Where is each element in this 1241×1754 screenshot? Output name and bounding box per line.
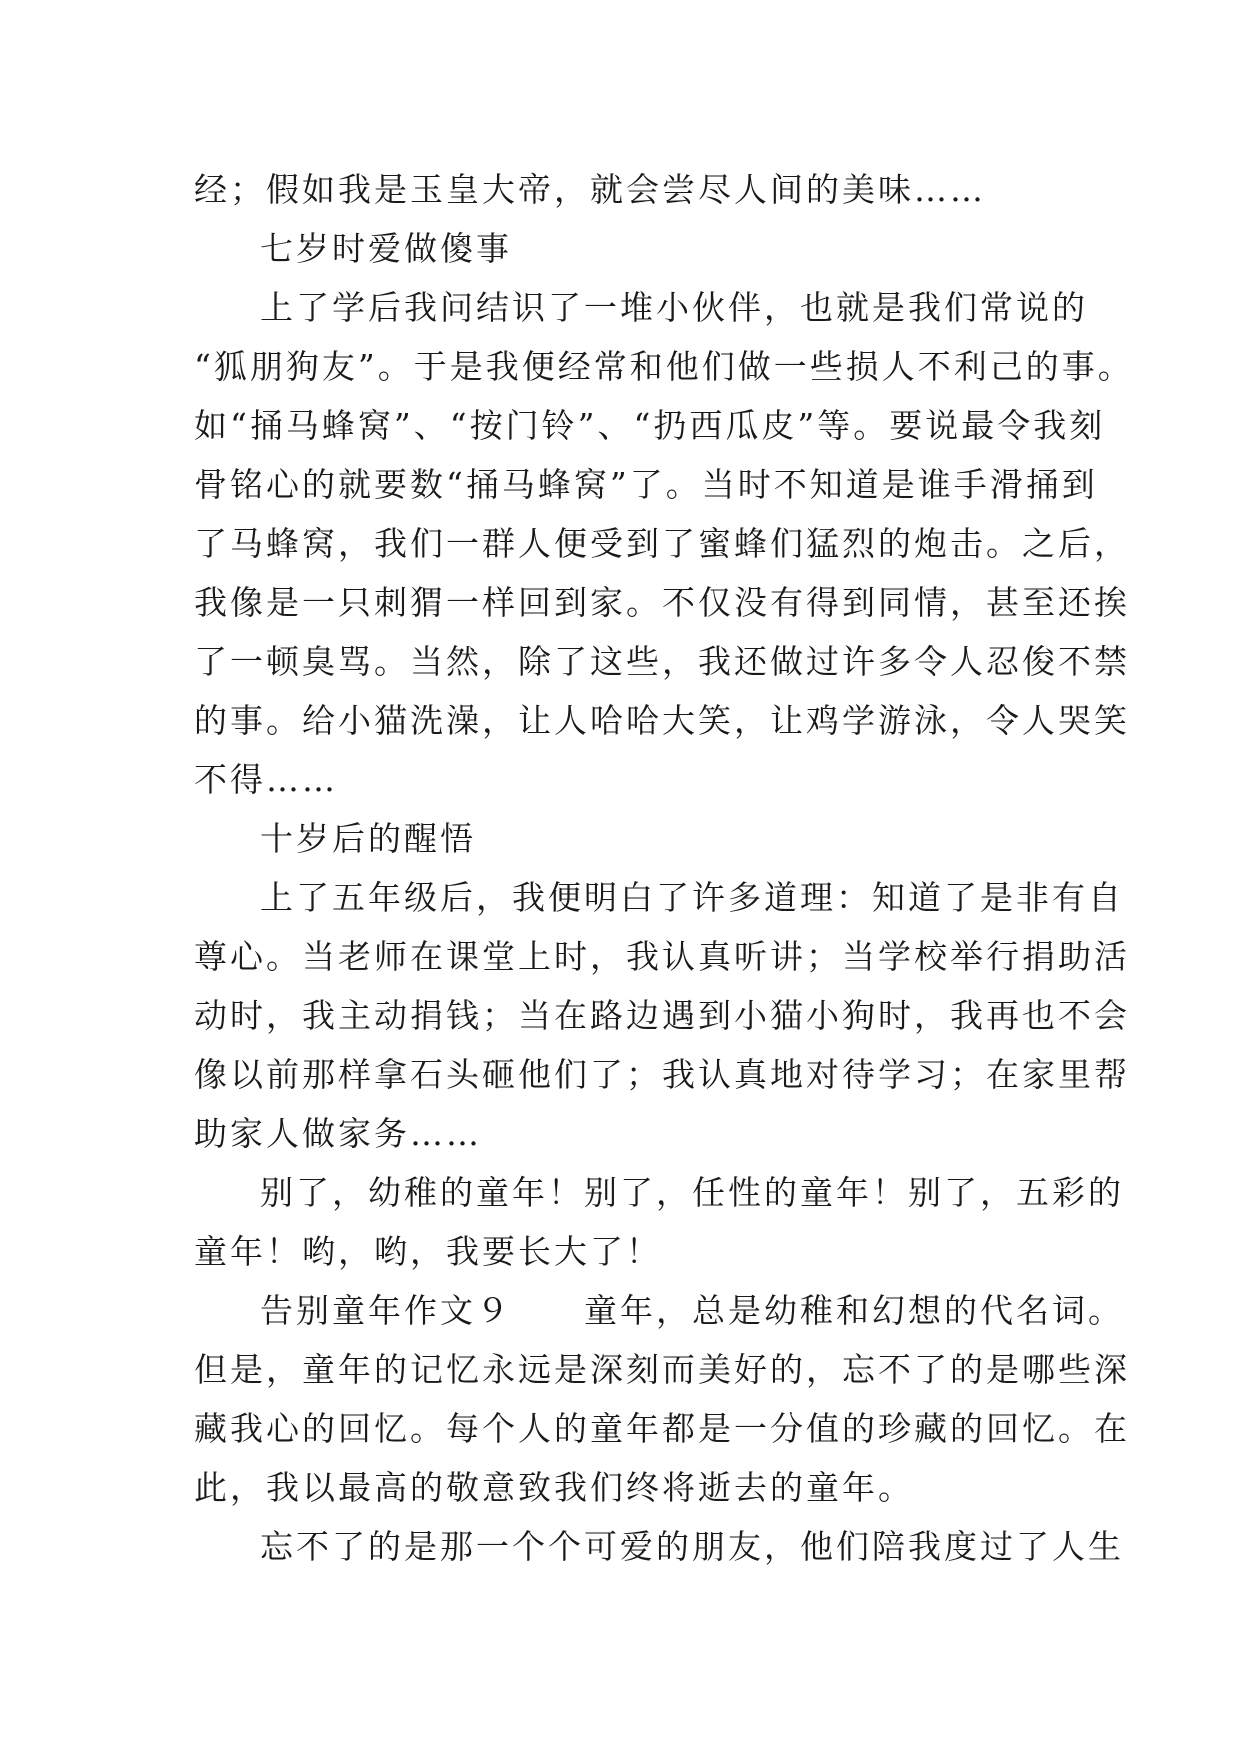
text-line: 藏我心的回忆。每个人的童年都是一分值的珍藏的回忆。在 [194, 1409, 1130, 1448]
text-line: 别了，幼稚的童年！别了，任性的童年！别了，五彩的 [260, 1173, 1124, 1212]
text-line: 上了五年级后，我便明白了许多道理：知道了是非有自 [260, 878, 1124, 917]
text-line: 告别童年作文９ 童年，总是幼稚和幻想的代名词。 [260, 1291, 1124, 1330]
essay-body [194, 160, 1134, 1576]
text-line: 但是，童年的记忆永远是深刻而美好的，忘不了的是哪些深 [194, 1350, 1130, 1389]
text-line: 骨铭心的就要数“捅马蜂窝”了。当时不知道是谁手滑捅到 [194, 465, 1098, 504]
text-line: 了一顿臭骂。当然，除了这些，我还做过许多令人忍俊不禁 [194, 642, 1130, 681]
text-line: 上了学后我问结识了一堆小伙伴，也就是我们常说的 [260, 288, 1088, 327]
text-line: 童年！哟，哟，我要长大了！ [194, 1232, 662, 1271]
text-line: 此，我以最高的敬意致我们终将逝去的童年。 [194, 1468, 914, 1507]
text-line: 尊心。当老师在课堂上时，我认真听讲；当学校举行捐助活 [194, 937, 1130, 976]
text-line: 助家人做家务…… [194, 1114, 482, 1153]
text-line: 不得…… [194, 760, 338, 799]
text-line: 了马蜂窝，我们一群人便受到了蜜蜂们猛烈的炮击。之后， [194, 524, 1130, 563]
text-line: 如“捅马蜂窝”、“按门铃”、“扔西瓜皮”等。要说最令我刻 [194, 406, 1106, 445]
text-line: 忘不了的是那一个个可爱的朋友，他们陪我度过了人生 [260, 1527, 1124, 1566]
text-line: 动时，我主动捐钱；当在路边遇到小猫小狗时，我再也不会 [194, 996, 1130, 1035]
text-line: 像以前那样拿石头砸他们了；我认真地对待学习；在家里帮 [194, 1055, 1130, 1094]
text-line: 的事。给小猫洗澡，让人哈哈大笑，让鸡学游泳，令人哭笑 [194, 701, 1130, 740]
text-line: 经；假如我是玉皇大帝，就会尝尽人间的美味…… [194, 170, 986, 209]
text-line: 我像是一只刺猬一样回到家。不仅没有得到同情，甚至还挨 [194, 583, 1130, 622]
text-line: 十岁后的醒悟 [260, 819, 476, 858]
text-line: “狐朋狗友”。于是我便经常和他们做一些损人不利己的事。 [194, 347, 1134, 386]
text-line: 七岁时爱做傻事 [260, 229, 512, 268]
